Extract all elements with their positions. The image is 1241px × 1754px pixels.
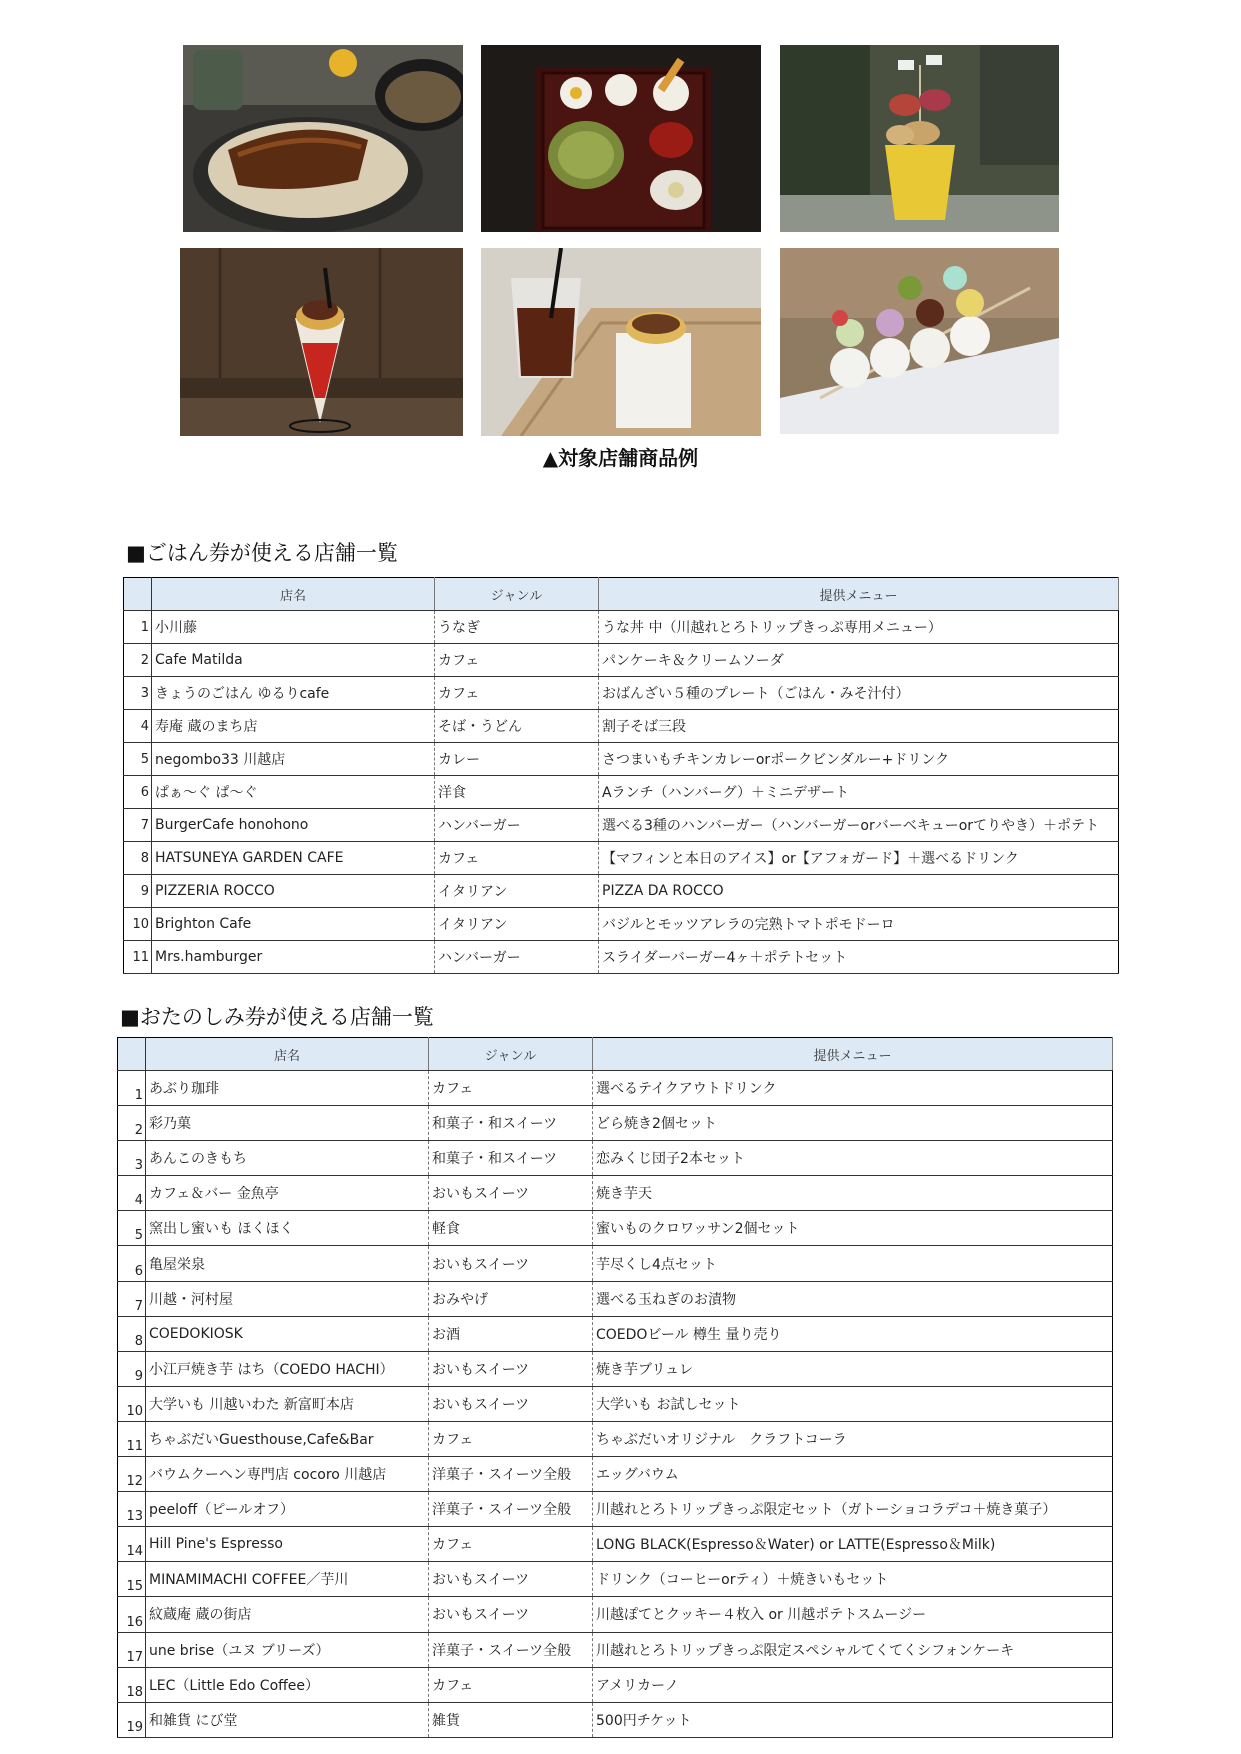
photo-soba-set — [481, 45, 761, 232]
menu: 恋みくじ団子2本セット — [593, 1141, 1113, 1176]
shop-name: ぱぁ〜ぐ ぱ〜ぐ — [152, 776, 435, 809]
row-number: 4 — [124, 710, 152, 743]
table-row — [118, 1527, 1113, 1562]
shop-name: 大学いも 川越いわた 新富町本店 — [146, 1386, 429, 1421]
table-row — [118, 1281, 1113, 1316]
genre: カフェ — [429, 1527, 593, 1562]
genre: うなぎ — [435, 611, 599, 644]
menu: 選べる3種のハンバーガー（ハンバーガーorバーベキューorてりやき）＋ポテト — [599, 809, 1119, 842]
table-header-row — [118, 1038, 1113, 1071]
menu: 【マフィンと本日のアイス】or【アフォガード】＋選べるドリンク — [599, 842, 1119, 875]
photo-sweet-potato-cone — [180, 248, 463, 436]
menu: ドリンク（コーヒーorティ）＋焼きいもセット — [593, 1562, 1113, 1597]
menu: COEDOビール 樽生 量り売り — [593, 1316, 1113, 1351]
genre: カフェ — [429, 1071, 593, 1106]
table-row — [124, 908, 1119, 941]
photo-dango — [780, 248, 1059, 434]
menu: 500円チケット — [593, 1702, 1113, 1737]
row-number: 12 — [118, 1457, 146, 1492]
row-number: 19 — [118, 1702, 146, 1737]
table-row — [124, 644, 1119, 677]
header-shop-name: 店名 — [146, 1038, 429, 1071]
genre: 洋菓子・スイーツ全般 — [429, 1632, 593, 1667]
table-row — [118, 1702, 1113, 1737]
table-row — [118, 1351, 1113, 1386]
genre: おみやげ — [429, 1281, 593, 1316]
genre: お酒 — [429, 1316, 593, 1351]
row-number: 9 — [124, 875, 152, 908]
shop-name: Cafe Matilda — [152, 644, 435, 677]
shop-name: 和雑貨 にび堂 — [146, 1702, 429, 1737]
genre: カフェ — [429, 1667, 593, 1702]
row-number: 6 — [118, 1246, 146, 1281]
row-number: 1 — [118, 1071, 146, 1106]
shop-name: 紋蔵庵 蔵の街店 — [146, 1597, 429, 1632]
shop-name: バウムクーヘン専門店 cocoro 川越店 — [146, 1457, 429, 1492]
menu: Aランチ（ハンバーグ）＋ミニデザート — [599, 776, 1119, 809]
genre: 軽食 — [429, 1211, 593, 1246]
menu: 芋尽くし4点セット — [593, 1246, 1113, 1281]
otanoshimi-shop-table — [117, 1037, 1113, 1738]
header-genre: ジャンル — [429, 1038, 593, 1071]
row-number: 3 — [118, 1141, 146, 1176]
table-row — [118, 1597, 1113, 1632]
genre: 雑貨 — [429, 1702, 593, 1737]
row-number: 7 — [118, 1281, 146, 1316]
menu: バジルとモッツアレラの完熟トマトポモドーロ — [599, 908, 1119, 941]
shop-name: あんこのきもち — [146, 1141, 429, 1176]
table-row — [118, 1211, 1113, 1246]
menu: エッグバウム — [593, 1457, 1113, 1492]
shop-name: Hill Pine's Espresso — [146, 1527, 429, 1562]
shop-name: カフェ＆バー 金魚亭 — [146, 1176, 429, 1211]
shop-name: ちゃぶだいGuesthouse,Cafe&Bar — [146, 1421, 429, 1456]
genre: カフェ — [435, 842, 599, 875]
shop-name: 小川藤 — [152, 611, 435, 644]
row-number: 9 — [118, 1351, 146, 1386]
row-number: 17 — [118, 1632, 146, 1667]
genre: 洋菓子・スイーツ全般 — [429, 1457, 593, 1492]
shop-name: Mrs.hamburger — [152, 941, 435, 974]
gohan-section-title: ■ごはん券が使える店舗一覧 — [126, 541, 398, 565]
table-row — [124, 611, 1119, 644]
shop-name: MINAMIMACHI COFFEE／芋川 — [146, 1562, 429, 1597]
shop-name: 窯出し蜜いも ほくほく — [146, 1211, 429, 1246]
shop-name: Brighton Cafe — [152, 908, 435, 941]
genre: おいもスイーツ — [429, 1562, 593, 1597]
gohan-shop-table — [123, 577, 1119, 974]
genre: イタリアン — [435, 875, 599, 908]
genre: イタリアン — [435, 908, 599, 941]
genre: カフェ — [435, 644, 599, 677]
row-number: 8 — [124, 842, 152, 875]
shop-name: PIZZERIA ROCCO — [152, 875, 435, 908]
row-number: 13 — [118, 1492, 146, 1527]
genre: カレー — [435, 743, 599, 776]
table-row — [124, 842, 1119, 875]
table-row — [118, 1106, 1113, 1141]
row-number: 15 — [118, 1562, 146, 1597]
row-number: 16 — [118, 1597, 146, 1632]
menu: 割子そば三段 — [599, 710, 1119, 743]
row-number: 14 — [118, 1527, 146, 1562]
photo-burger-skewer — [780, 45, 1059, 232]
otanoshimi-section-title: ■おたのしみ券が使える店舗一覧 — [120, 1005, 434, 1029]
header-menu: 提供メニュー — [599, 578, 1119, 611]
genre: おいもスイーツ — [429, 1597, 593, 1632]
header-number — [118, 1038, 146, 1071]
shop-name: 彩乃菓 — [146, 1106, 429, 1141]
row-number: 18 — [118, 1667, 146, 1702]
row-number: 10 — [118, 1386, 146, 1421]
table-row — [118, 1176, 1113, 1211]
menu: スライダーバーガー4ヶ＋ポテトセット — [599, 941, 1119, 974]
row-number: 4 — [118, 1176, 146, 1211]
menu: ちゃぶだいオリジナル クラフトコーラ — [593, 1421, 1113, 1456]
menu: PIZZA DA ROCCO — [599, 875, 1119, 908]
row-number: 10 — [124, 908, 152, 941]
shop-name: peeloff（ピールオフ） — [146, 1492, 429, 1527]
genre: おいもスイーツ — [429, 1351, 593, 1386]
table-row — [118, 1562, 1113, 1597]
row-number: 11 — [124, 941, 152, 974]
table-row — [118, 1071, 1113, 1106]
row-number: 5 — [124, 743, 152, 776]
table-row — [124, 809, 1119, 842]
row-number: 6 — [124, 776, 152, 809]
row-number: 11 — [118, 1421, 146, 1456]
table-row — [118, 1632, 1113, 1667]
menu: 焼き芋天 — [593, 1176, 1113, 1211]
menu: 蜜いものクロワッサン2個セット — [593, 1211, 1113, 1246]
row-number: 5 — [118, 1211, 146, 1246]
genre: 洋菓子・スイーツ全般 — [429, 1492, 593, 1527]
table-row — [118, 1492, 1113, 1527]
photo-iced-coffee — [481, 248, 761, 436]
menu: LONG BLACK(Espresso＆Water) or LATTE(Espresso＆Milk) — [593, 1527, 1113, 1562]
menu: 川越れとろトリップきっぷ限定セット（ガトーショコラデコ＋焼き菓子） — [593, 1492, 1113, 1527]
shop-name: 小江戸焼き芋 はち（COEDO HACHI） — [146, 1351, 429, 1386]
menu: 選べる玉ねぎのお漬物 — [593, 1281, 1113, 1316]
genre: 洋食 — [435, 776, 599, 809]
genre: 和菓子・和スイーツ — [429, 1106, 593, 1141]
menu: 川越ぽてとクッキー４枚入 or 川越ポテトスムージー — [593, 1597, 1113, 1632]
table-row — [118, 1421, 1113, 1456]
menu: 焼き芋ブリュレ — [593, 1351, 1113, 1386]
genre: おいもスイーツ — [429, 1246, 593, 1281]
table-row — [124, 710, 1119, 743]
shop-name: 川越・河村屋 — [146, 1281, 429, 1316]
header-genre: ジャンル — [435, 578, 599, 611]
table-row — [124, 941, 1119, 974]
shop-name: BurgerCafe honohono — [152, 809, 435, 842]
menu: 選べるテイクアウトドリンク — [593, 1071, 1113, 1106]
genre: ハンバーガー — [435, 809, 599, 842]
table-row — [124, 776, 1119, 809]
table-header-row — [124, 578, 1119, 611]
photo-unadon — [183, 45, 463, 232]
row-number: 1 — [124, 611, 152, 644]
genre: おいもスイーツ — [429, 1386, 593, 1421]
genre: ハンバーガー — [435, 941, 599, 974]
table-row — [124, 743, 1119, 776]
shop-name: une brise（ユヌ ブリーズ） — [146, 1632, 429, 1667]
menu: パンケーキ＆クリームソーダ — [599, 644, 1119, 677]
menu: おばんざい５種のプレート（ごはん・みそ汁付） — [599, 677, 1119, 710]
header-shop-name: 店名 — [152, 578, 435, 611]
shop-name: あぶり珈琲 — [146, 1071, 429, 1106]
table-row — [118, 1667, 1113, 1702]
table-row — [118, 1316, 1113, 1351]
genre: おいもスイーツ — [429, 1176, 593, 1211]
genre: 和菓子・和スイーツ — [429, 1141, 593, 1176]
menu: うな丼 中（川越れとろトリップきっぷ専用メニュー） — [599, 611, 1119, 644]
photo-caption: ▲対象店舗商品例 — [542, 446, 699, 470]
table-row — [118, 1457, 1113, 1492]
genre: そば・うどん — [435, 710, 599, 743]
row-number: 3 — [124, 677, 152, 710]
header-number — [124, 578, 152, 611]
row-number: 2 — [118, 1106, 146, 1141]
table-row — [124, 875, 1119, 908]
row-number: 8 — [118, 1316, 146, 1351]
genre: カフェ — [429, 1421, 593, 1456]
shop-name: LEC（Little Edo Coffee） — [146, 1667, 429, 1702]
table-row — [118, 1246, 1113, 1281]
shop-name: negombo33 川越店 — [152, 743, 435, 776]
table-row — [124, 677, 1119, 710]
menu: アメリカーノ — [593, 1667, 1113, 1702]
menu: どら焼き2個セット — [593, 1106, 1113, 1141]
table-row — [118, 1141, 1113, 1176]
menu: 大学いも お試しセット — [593, 1386, 1113, 1421]
table-row — [118, 1386, 1113, 1421]
shop-name: COEDOKIOSK — [146, 1316, 429, 1351]
shop-name: HATSUNEYA GARDEN CAFE — [152, 842, 435, 875]
shop-name: 寿庵 蔵のまち店 — [152, 710, 435, 743]
menu: 川越れとろトリップきっぷ限定スペシャルてくてくシフォンケーキ — [593, 1632, 1113, 1667]
shop-name: 亀屋栄泉 — [146, 1246, 429, 1281]
shop-name: きょうのごはん ゆるりcafe — [152, 677, 435, 710]
menu: さつまいもチキンカレーorポークビンダルー+ドリンク — [599, 743, 1119, 776]
row-number: 7 — [124, 809, 152, 842]
genre: カフェ — [435, 677, 599, 710]
row-number: 2 — [124, 644, 152, 677]
header-menu: 提供メニュー — [593, 1038, 1113, 1071]
